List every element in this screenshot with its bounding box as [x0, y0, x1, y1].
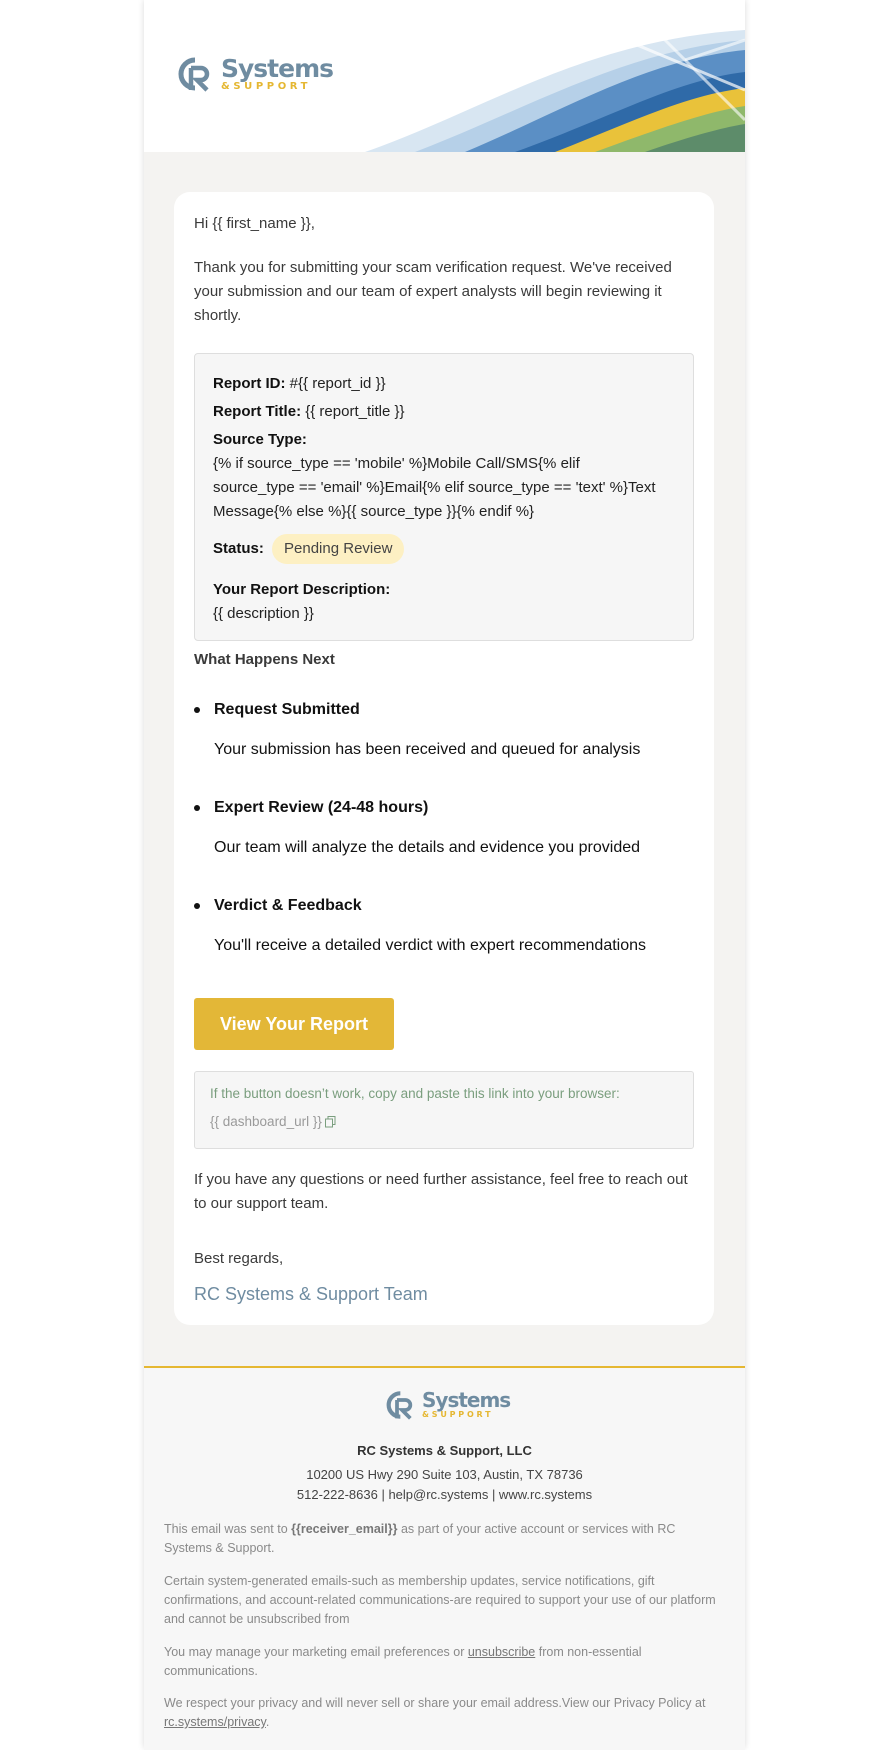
sent-to-suffix: as part of your active account or services with RC Systems & Support.: [164, 1522, 676, 1555]
company-logo: [177, 53, 334, 92]
manage-suffix: from non-essential communications.: [164, 1645, 642, 1678]
rc-logo-icon: [385, 1390, 419, 1420]
privacy-suffix: .: [265, 1715, 270, 1729]
message-card: [174, 192, 714, 1325]
sent-to-prefix: This email was sent to: [164, 1522, 292, 1536]
report-id-label: Report ID:: [213, 375, 286, 392]
step-title: Expert Review (24-48 hours): [214, 799, 429, 816]
source-type-label: Source Type:: [213, 431, 307, 448]
report-id-value: #{{ report_id }}: [289, 375, 386, 392]
footer-logo-wordmark: Systems: [422, 1388, 511, 1412]
source-type-line-3: Message{% else %}{{ source_type }}{% endif %}: [213, 503, 535, 520]
report-title-label: Report Title:: [213, 403, 302, 420]
intro-paragraph: Thank you for submitting your scam verification request. We've received your submission and our team of expert analysts will begin reviewing it shortly.: [194, 259, 672, 324]
step-title: Request Submitted: [214, 701, 360, 718]
signature: RC Systems & Support Team: [194, 1284, 428, 1304]
unsubscribe-link[interactable]: unsubscribe: [467, 1645, 536, 1659]
manage-prefix: You may manage your marketing email preferences or: [164, 1645, 468, 1659]
footer-contact[interactable]: 512-222-8636 | help@rc.systems | www.rc.systems: [296, 1487, 593, 1502]
report-title-row: [213, 400, 673, 424]
questions-paragraph: If you have any questions or need further assistance, feel free to reach out to our support team.: [194, 1171, 688, 1212]
step-title: Verdict & Feedback: [214, 897, 362, 914]
step-request-submitted: [214, 701, 684, 759]
greeting: Hi {{ first_name }},: [194, 215, 315, 232]
report-id-row: [213, 372, 673, 396]
status-badge: Pending Review: [272, 534, 404, 564]
description-row: [213, 578, 673, 626]
copy-icon[interactable]: [325, 1116, 336, 1128]
status-row: [213, 534, 673, 564]
footer-logo-subtitle: &SUPPORT: [422, 1410, 494, 1419]
report-title-value: {{ report_title }}: [305, 403, 405, 420]
dashboard-url[interactable]: {{ dashboard_url }}: [210, 1114, 322, 1129]
footer-address: 10200 US Hwy 290 Suite 103, Austin, TX 78736: [306, 1467, 583, 1482]
next-steps-title: What Happens Next: [194, 651, 335, 668]
description-value: {{ description }}: [213, 605, 314, 622]
source-type-line-2: source_type == 'email' %}Email{% elif source_type == 'text' %}Text: [213, 479, 656, 496]
footer-logo: [385, 1390, 510, 1420]
footer-company-name: RC Systems & Support, LLC: [357, 1443, 532, 1458]
step-description: You'll receive a detailed verdict with expert recommendations: [214, 937, 647, 954]
footer-required-note: Certain system-generated emails-such as membership updates, service notifications, gift confirmations, and account-related communications-are required to support your use of our platform and cannot be unsubscribed from: [164, 1574, 716, 1626]
fallback-link-box: [194, 1071, 694, 1149]
fallback-link-row: [210, 1114, 336, 1129]
bullet-icon: [194, 707, 200, 713]
footer-manage-note: [164, 1643, 724, 1681]
footer-privacy-note: [164, 1694, 724, 1732]
privacy-link[interactable]: rc.systems/privacy: [164, 1715, 266, 1729]
logo-wordmark: Systems: [221, 53, 334, 83]
view-report-button[interactable]: View Your Report: [194, 998, 394, 1050]
email-footer: [144, 1366, 745, 1750]
step-description: Your submission has been received and queued for analysis: [214, 741, 641, 758]
footer-sent-to-note: [164, 1520, 724, 1558]
fallback-link-help: If the button doesn’t work, copy and paste this link into your browser:: [210, 1086, 620, 1101]
description-label: Your Report Description:: [213, 581, 391, 598]
source-type-line-1: {% if source_type == 'mobile' %}Mobile Call/SMS{% elif: [213, 455, 580, 472]
rc-logo-icon: [177, 56, 217, 92]
email-container: [144, 0, 745, 1748]
report-details-box: [194, 353, 694, 641]
bullet-icon: [194, 903, 200, 909]
email-header: [144, 0, 745, 152]
logo-subtitle: &SUPPORT: [221, 80, 312, 92]
receiver-email: {{receiver_email}}: [291, 1522, 398, 1536]
status-label: Status:: [213, 540, 264, 557]
source-type-row: [213, 428, 673, 524]
header-wave-graphic: [325, 0, 745, 152]
step-verdict-feedback: [214, 897, 684, 955]
step-expert-review: [214, 799, 684, 857]
bullet-icon: [194, 805, 200, 811]
privacy-prefix: We respect your privacy and will never sell or share your email address.View our Privacy Policy at: [164, 1696, 706, 1710]
regards-text: Best regards,: [194, 1250, 284, 1267]
step-description: Our team will analyze the details and evidence you provided: [214, 839, 641, 856]
